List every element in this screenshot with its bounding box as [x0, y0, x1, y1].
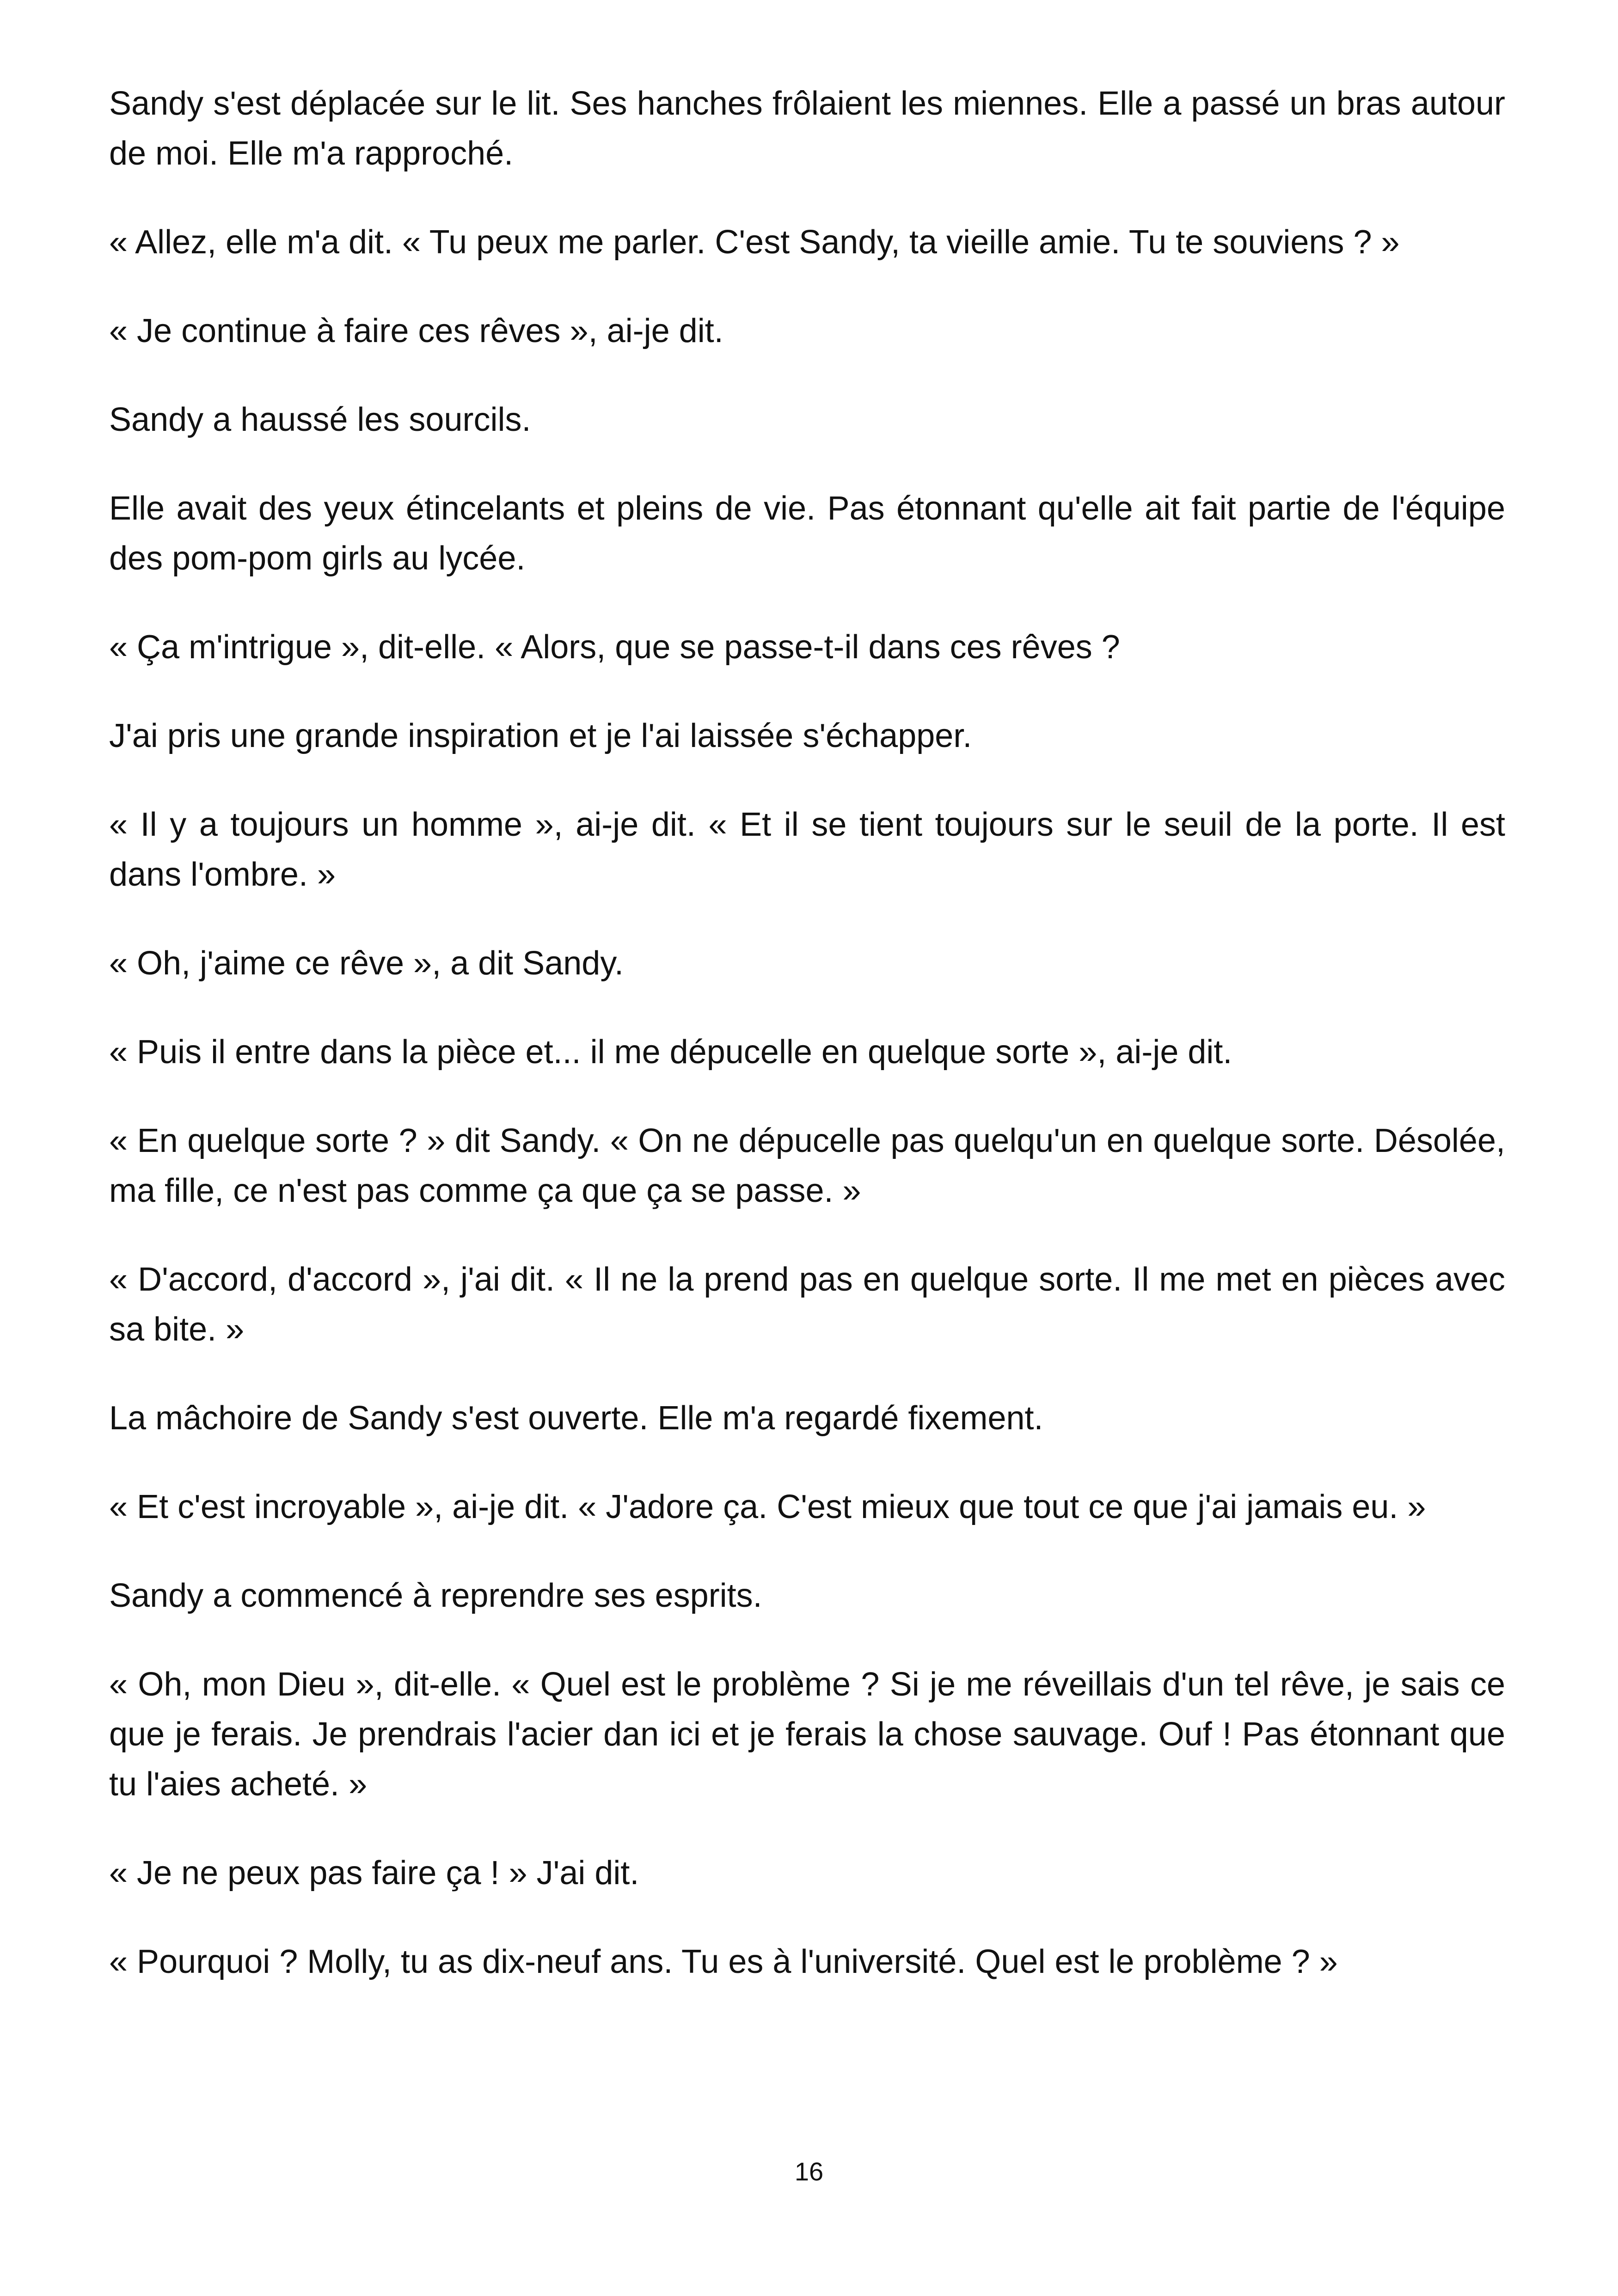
paragraph: Sandy s'est déplacée sur le lit. Ses hanches frôlaient les miennes. Elle a passé un bras autour de moi. Elle m'a rapproché. [109, 85, 1505, 172]
paragraph: « Je continue à faire ces rêves », ai-je dit. [109, 312, 723, 349]
paragraph: « Pourquoi ? Molly, tu as dix-neuf ans. Tu es à l'université. Quel est le problème ? » [109, 1943, 1338, 1980]
paragraph: « Puis il entre dans la pièce et... il me dépucelle en quelque sorte », ai-je dit. [109, 1034, 1232, 1071]
paragraph: « Allez, elle m'a dit. « Tu peux me parler. C'est Sandy, ta vieille amie. Tu te souviens ? » [109, 224, 1400, 261]
paragraph: « Il y a toujours un homme », ai-je dit. « Et il se tient toujours sur le seuil de la porte. Il est dans l'ombre. » [109, 806, 1505, 893]
paragraph: Sandy a haussé les sourcils. [109, 401, 531, 438]
paragraph: Sandy a commencé à reprendre ses esprits. [109, 1577, 762, 1614]
paragraph: Elle avait des yeux étincelants et pleins de vie. Pas étonnant qu'elle ait fait partie de l'équipe des pom-pom girls au lycée. [109, 490, 1505, 577]
paragraph: La mâchoire de Sandy s'est ouverte. Elle m'a regardé fixement. [109, 1400, 1043, 1437]
paragraph: « D'accord, d'accord », j'ai dit. « Il ne la prend pas en quelque sorte. Il me met en pièces avec sa bite. » [109, 1261, 1505, 1348]
paragraph: « Je ne peux pas faire ça ! » J'ai dit. [109, 1855, 639, 1892]
paragraph: « Ça m'intrigue », dit-elle. « Alors, que se passe-t-il dans ces rêves ? [109, 629, 1120, 666]
paragraph: « Et c'est incroyable », ai-je dit. « J'adore ça. C'est mieux que tout ce que j'ai jamais eu. » [109, 1488, 1426, 1525]
paragraph: « En quelque sorte ? » dit Sandy. « On ne dépucelle pas quelqu'un en quelque sorte. Désolée, ma fille, ce n'est pas comme ça que ça se passe. » [109, 1122, 1505, 1209]
page-number: 16 [794, 2157, 824, 2186]
paragraph: J'ai pris une grande inspiration et je l'ai laissée s'échapper. [109, 717, 972, 754]
paragraph: « Oh, j'aime ce rêve », a dit Sandy. [109, 945, 624, 982]
body-text [109, 79, 1505, 2026]
paragraph: « Oh, mon Dieu », dit-elle. « Quel est le problème ? Si je me réveillais d'un tel rêve, je sais ce que je ferais. Je prendrais l'acier dan ici et je ferais la chose sauvage. Ouf ! Pas étonnant que tu l'aies acheté. » [109, 1666, 1505, 1803]
